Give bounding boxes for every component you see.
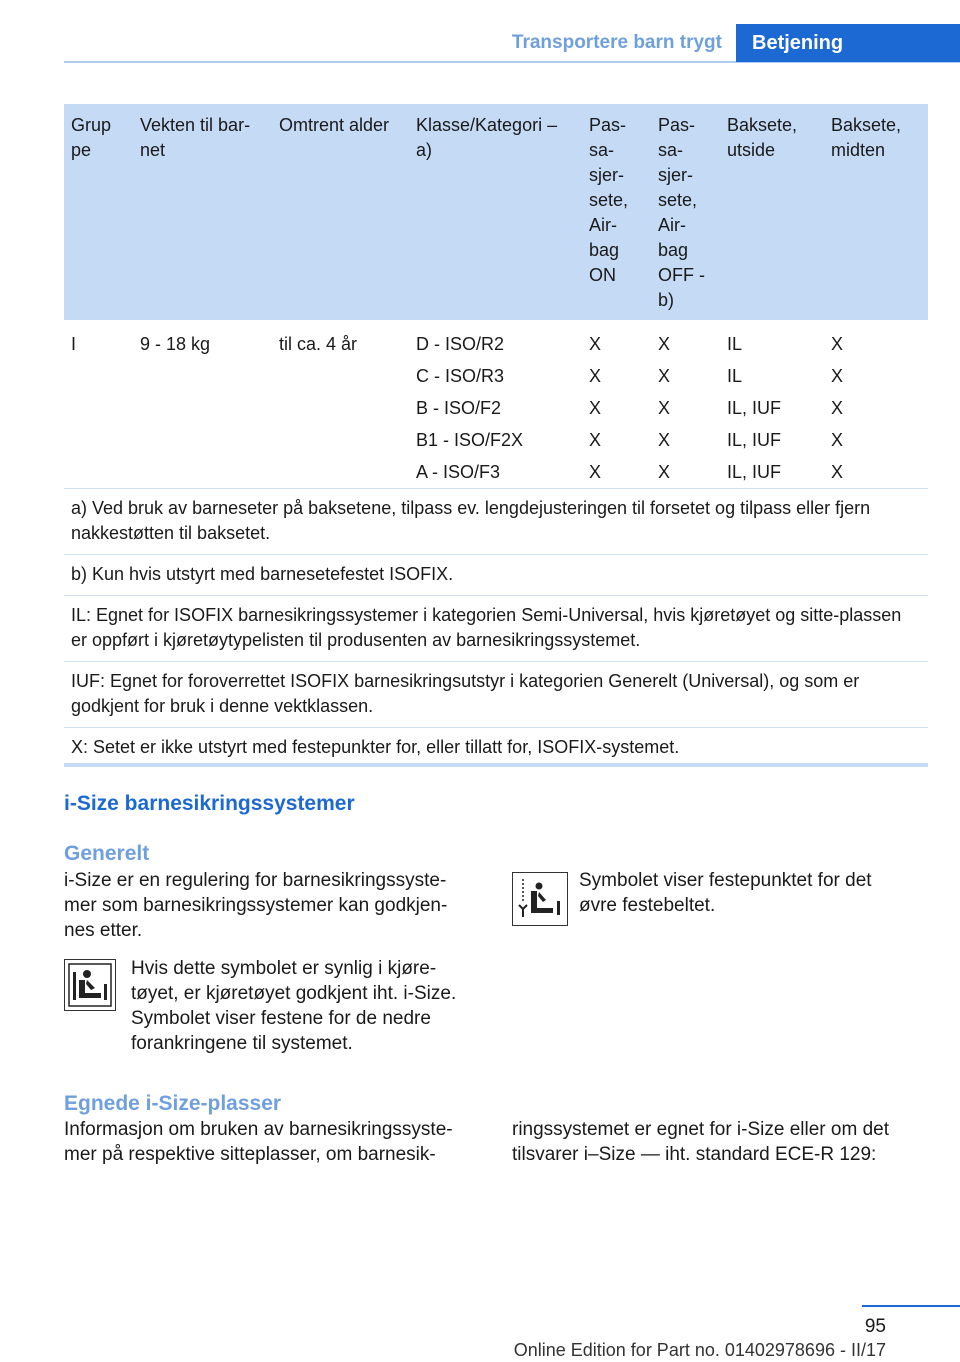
col-header-class: Klasse/Kategori – a) (416, 115, 558, 160)
table-footnote-a: a) Ved bruk av barneseter på baksetene, tilpass ev. lengdejusteringen til forsetet og tilpass eller fjern nakkestøtten til baksetet. (64, 488, 928, 554)
header-section-title: Transportere barn trygt (511, 32, 722, 53)
cell-airbag-off: X (658, 366, 671, 386)
subheading-generelt: Generelt (64, 842, 150, 865)
table-footnote-b: b) Kun hvis utstyrt med barnesetefestet ISOFIX. (64, 554, 928, 595)
generelt-paragraph: i-Size er en regulering for barnesikringssyste-mer som barnesikringssystemer kan godkjen-nes etter. (64, 870, 448, 941)
places-paragraph-left: Informasjon om bruken av barnesikringssyste-mer på respektive sitteplasser, om barnesik- (64, 1119, 453, 1165)
cell-airbag-on: X (589, 430, 602, 450)
cell-class: B - ISO/F2 (416, 398, 502, 418)
isofix-table (64, 104, 928, 768)
col-header-rear-outer: Baksete, utside (727, 115, 798, 160)
table-row (64, 320, 928, 488)
cell-age: til ca. 4 år (279, 334, 358, 354)
cell-class: A - ISO/F3 (416, 462, 501, 482)
cell-rear-outer: IL (727, 334, 743, 354)
cell-rear-middle: X (831, 334, 844, 354)
symbol1-text: Hvis dette symbolet er synlig i kjøre-tøyet, er kjøretøyet godkjent iht. i-Size. Symbolet viser festene for de nedre forankringene til systemet. (131, 958, 457, 1054)
places-paragraph-right: ringssystemet er egnet for i-Size eller om det tilsvarer i–Size — iht. standard ECE-R 129: (512, 1119, 889, 1165)
col-header-group: Grup pe (71, 115, 112, 160)
cell-rear-middle: X (831, 462, 844, 482)
cell-airbag-on: X (589, 398, 602, 418)
cell-airbag-off: X (658, 398, 671, 418)
footer-edition: Online Edition for Part no. 01402978696 - II/17 (513, 1340, 886, 1360)
cell-airbag-off: X (658, 334, 671, 354)
cell-airbag-on: X (589, 334, 602, 354)
table-legend-iuf: IUF: Egnet for foroverrettet ISOFIX barnesikringsutstyr i kategorien Generelt (Universal), og som er godkjent for bruk i denne vektklassen. (64, 661, 928, 727)
header-rule (64, 61, 960, 63)
cell-rear-outer: IL (727, 366, 743, 386)
subheading-isize-places: Egnede i-Size-plasser (64, 1092, 282, 1115)
table-bottom-rule (64, 763, 928, 767)
page-number: 95 (864, 1316, 886, 1337)
col-header-age: Omtrent alder (279, 115, 390, 135)
table-legend-x: X: Setet er ikke utstyrt med festepunkter for, eller tillatt for, ISOFIX-systemet. (64, 727, 928, 768)
cell-rear-middle: X (831, 366, 844, 386)
isize-seat-icon (64, 959, 116, 1011)
cell-rear-outer: IL, IUF (727, 462, 782, 482)
cell-rear-outer: IL, IUF (727, 430, 782, 450)
cell-airbag-off: X (658, 430, 671, 450)
col-header-weight: Vekten til bar- net (140, 115, 251, 160)
top-tether-icon (512, 872, 568, 926)
footer-rule (862, 1305, 960, 1307)
col-header-airbag-on: Pas- sa- sjer- sete, Air- bag ON (589, 115, 629, 285)
cell-class: C - ISO/R3 (416, 366, 505, 386)
header-chapter-tab: Betjening (736, 24, 960, 62)
cell-weight: 9 - 18 kg (140, 334, 211, 354)
cell-airbag-on: X (589, 366, 602, 386)
cell-rear-outer: IL, IUF (727, 398, 782, 418)
col-header-rear-middle: Baksete, midten (831, 115, 902, 160)
table-header-row (64, 104, 928, 320)
col-header-airbag-off: Pas- sa- sjer- sete, Air- bag OFF - b) (658, 115, 705, 310)
cell-class: D - ISO/R2 (416, 334, 505, 354)
symbol1-paragraph (131, 956, 476, 1056)
symbol2-paragraph: Symbolet viser festepunktet for det øvre festebeltet. (579, 870, 872, 916)
section-title: i-Size barnesikringssystemer (64, 792, 355, 815)
cell-airbag-off: X (658, 462, 671, 482)
cell-group: I (71, 334, 77, 354)
cell-rear-middle: X (831, 430, 844, 450)
cell-rear-middle: X (831, 398, 844, 418)
table-legend-il: IL: Egnet for ISOFIX barnesikringssystemer i kategorien Semi-Universal, hvis kjøretøyet og sitte-plassen er oppført i kjøretøytypelisten til produsenten av barnesikringssystemet. (64, 595, 928, 661)
cell-class: B1 - ISO/F2X (416, 430, 524, 450)
cell-airbag-on: X (589, 462, 602, 482)
